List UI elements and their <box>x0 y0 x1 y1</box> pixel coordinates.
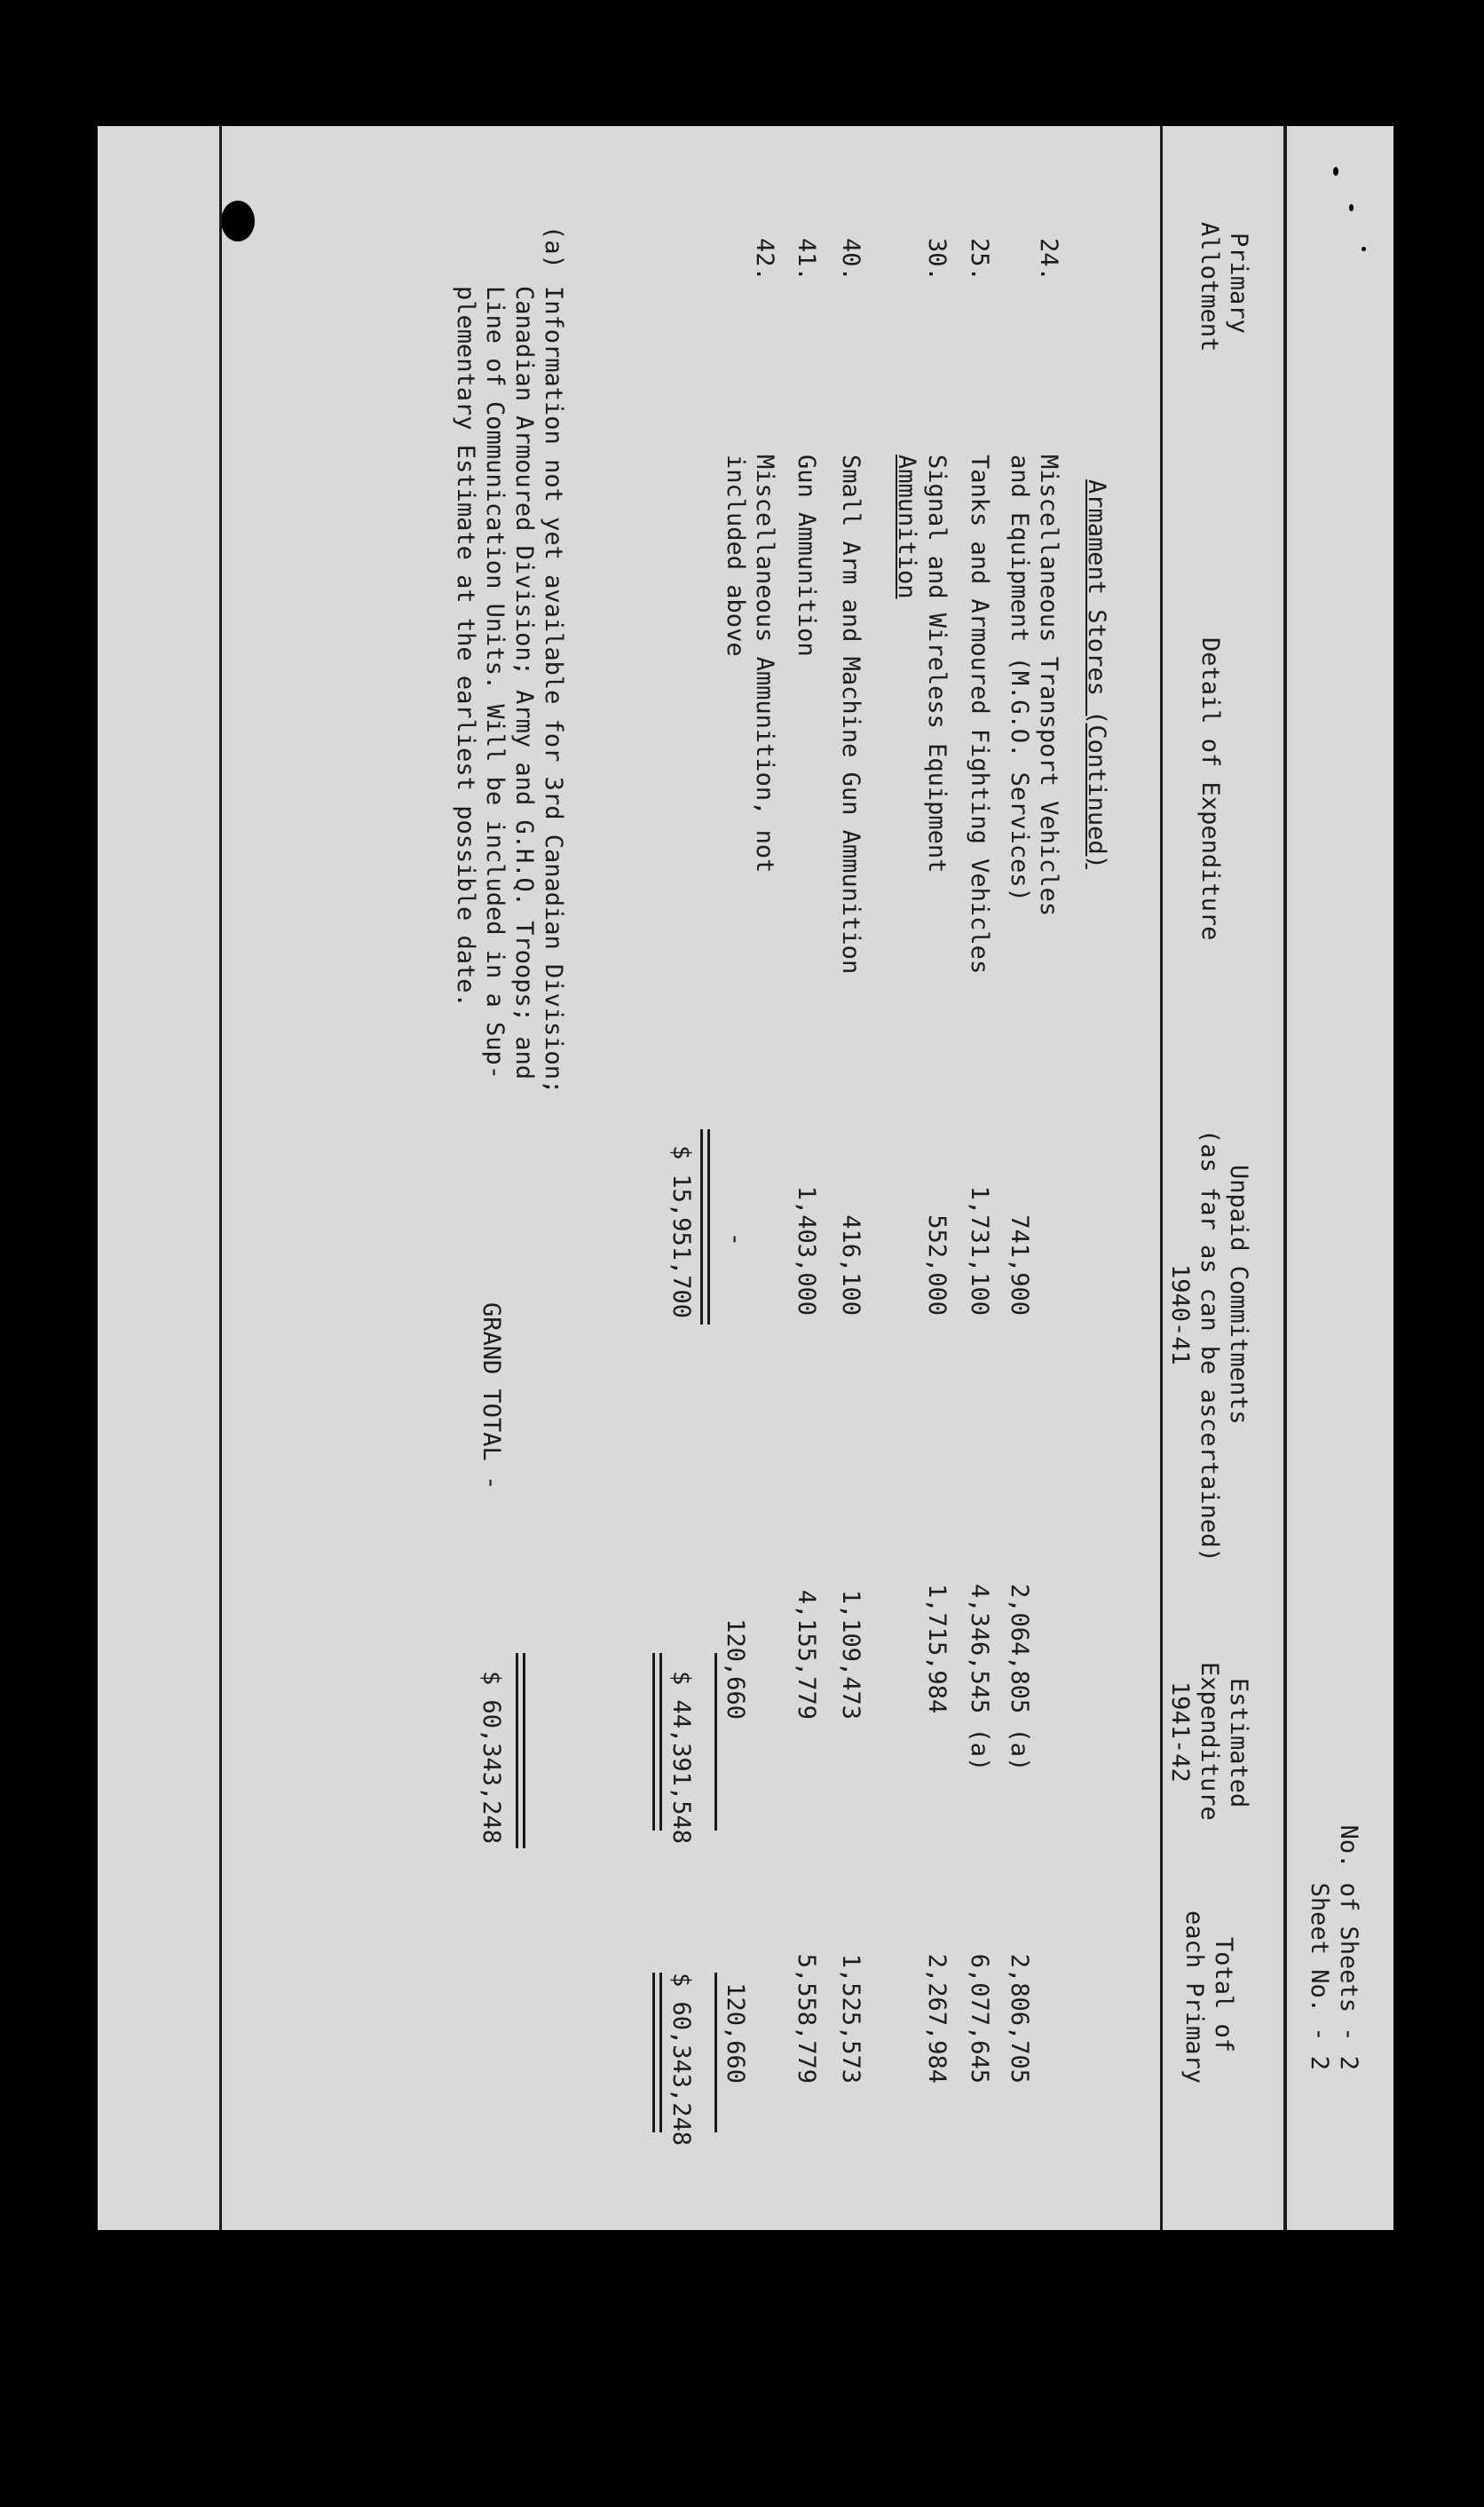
row-24-number: 24. <box>1035 238 1062 281</box>
row-41-detail: Gun Ammunition <box>793 455 820 657</box>
row-30-detail: Signal and Wireless Equipment <box>923 455 951 874</box>
header-unpaid-year: 1940-41 <box>1166 1264 1194 1365</box>
header-primary: Primary <box>1225 233 1252 334</box>
estimated-subtotal-rule <box>714 1653 717 1831</box>
row-25-estimated: 4,346,545 (a) <box>966 1584 993 1772</box>
header-expenditure: Expenditure <box>1196 1662 1223 1821</box>
row-30-number: 30. <box>923 238 951 281</box>
row-42-estimated: 120,660 <box>722 1618 749 1720</box>
row-40-estimated: 1,109,473 <box>837 1589 864 1720</box>
row-24-detail: Miscellaneous Transport Vehicles <box>1035 455 1062 917</box>
row-30-unpaid: 552,000 <box>923 1214 951 1316</box>
row-30-estimated: 1,715,984 <box>923 1584 951 1714</box>
section-ammunition: Ammunition <box>893 455 920 599</box>
estimated-double-rule <box>652 1653 662 1831</box>
row-25-unpaid: 1,731,100 <box>966 1185 993 1316</box>
row-24-total: 2,806,705 <box>1006 1953 1033 2084</box>
row-25-total: 6,077,645 <box>966 1953 993 2084</box>
bottom-rule <box>219 126 222 2230</box>
grand-total-label: GRAND TOTAL - <box>478 1302 505 1491</box>
row-40-number: 40. <box>837 238 864 281</box>
ledger-sheet <box>98 126 1393 2230</box>
header-total: Total of <box>1210 1937 1237 2053</box>
unpaid-double-rule <box>700 1129 710 1325</box>
sheets-count: No. of Sheets - 2 <box>1335 1824 1362 2070</box>
row-41-estimated: 4,155,779 <box>793 1589 820 1720</box>
footnote-line-4: plementary Estimate at the earliest possible date. <box>452 286 479 1008</box>
row-41-number: 41. <box>793 238 820 281</box>
grand-total-value: $ 60,343,248 <box>478 1671 505 1845</box>
footnote-line-3: Line of Communication Units. Will be included in a Sup- <box>481 286 509 1080</box>
footnote-line-1: Information not yet available for 3rd Canadian Division; <box>540 286 567 1095</box>
row-24-unpaid: 741,900 <box>1006 1214 1033 1316</box>
total-double-rule <box>652 1973 662 2132</box>
row-42-detail: Miscellaneous Ammunition, not <box>751 455 778 874</box>
header-unpaid: Unpaid Commitments <box>1225 1165 1252 1425</box>
row-40-total: 1,525,573 <box>837 1953 864 2084</box>
row-24-estimated: 2,064,805 (a) <box>1006 1584 1033 1772</box>
header-each-primary: each Primary <box>1180 1910 1208 2084</box>
row-40-unpaid: 416,100 <box>837 1214 864 1316</box>
row-40-detail: Small Arm and Machine Gun Ammunition <box>837 455 864 975</box>
grand-total-rule <box>516 1653 525 1848</box>
row-42-unpaid: - <box>722 1231 749 1246</box>
row-41-total: 5,558,779 <box>793 1953 820 2084</box>
footnote-marker: (a) <box>540 225 567 269</box>
row-41-unpaid: 1,403,000 <box>793 1185 820 1316</box>
unpaid-subtotal: $ 15,951,700 <box>667 1145 695 1319</box>
row-42-number: 42. <box>751 238 778 281</box>
header-bottom-rule <box>1160 126 1163 2230</box>
estimated-subtotal: $ 44,391,548 <box>667 1671 695 1845</box>
header-top-rule <box>1283 126 1287 2230</box>
row-25-number: 25. <box>966 238 993 281</box>
section-armament: Armament Stores (Continued) <box>1083 479 1110 869</box>
row-42-total: 120,660 <box>722 1982 749 2084</box>
row-42-detail-cont: included above <box>722 455 749 657</box>
total-subtotal-rule <box>714 1973 717 2132</box>
header-estimated-year: 1941-42 <box>1166 1681 1194 1783</box>
total-subtotal: $ 60,343,248 <box>667 1973 695 2147</box>
row-30-total: 2,267,984 <box>923 1953 951 2084</box>
sheet-number: Sheet No. - 2 <box>1306 1882 1333 2070</box>
header-unpaid-note: (as far as can be ascertained) <box>1196 1129 1223 1562</box>
row-25-detail: Tanks and Armoured Fighting Vehicles <box>966 455 993 975</box>
header-estimated: Estimated <box>1225 1678 1252 1808</box>
header-allotment: Allotment <box>1196 222 1223 352</box>
footnote-line-2: Canadian Armoured Division; Army and G.H.Q. Troops; and <box>510 286 538 1080</box>
row-24-detail-cont: and Equipment (M.G.O. Services) <box>1006 455 1033 902</box>
scan-speck <box>1363 2290 1370 2297</box>
header-detail: Detail of Expenditure <box>1196 637 1224 941</box>
